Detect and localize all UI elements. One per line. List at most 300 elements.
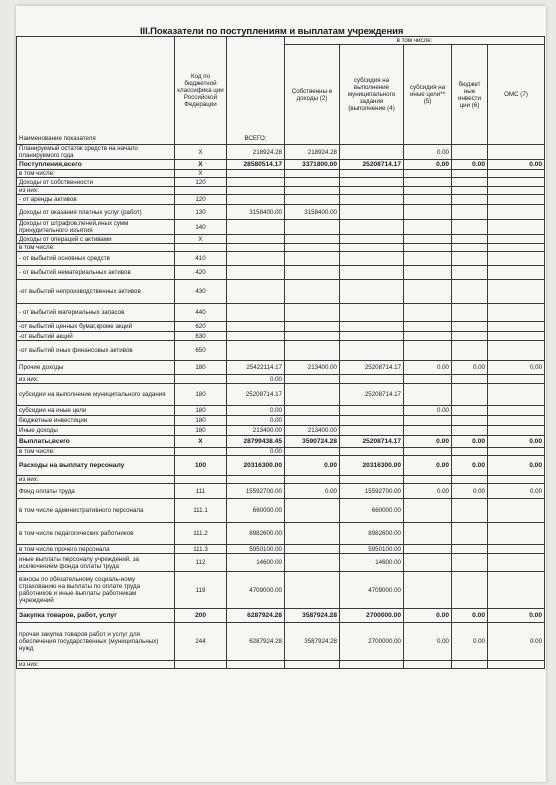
row-budget-invest	[452, 499, 488, 523]
row-subsidy-task	[340, 426, 404, 436]
row-budget-invest	[452, 205, 488, 220]
row-code	[175, 375, 227, 384]
row-budget-invest	[452, 384, 488, 406]
row-name: из них:	[17, 187, 175, 195]
table-row	[17, 361, 545, 375]
row-oms	[488, 170, 545, 178]
row-subsidy-task	[340, 244, 404, 252]
row-own	[285, 244, 340, 252]
row-subsidy-task	[340, 145, 404, 160]
row-own	[285, 220, 340, 235]
row-subsidy-task	[340, 416, 404, 426]
row-oms	[488, 384, 545, 406]
row-own	[285, 266, 340, 280]
table-row	[17, 609, 545, 623]
row-own	[285, 572, 340, 609]
row-code: 111	[175, 484, 227, 499]
row-total: 28799438.45	[227, 436, 285, 448]
row-budget-invest: 0.00	[452, 609, 488, 623]
row-name: Поступления,всего	[17, 160, 175, 170]
row-subsidy-task	[340, 476, 404, 484]
row-total: 213400.00	[227, 426, 285, 436]
row-total	[227, 280, 285, 304]
row-code: 180	[175, 361, 227, 375]
row-subsidy-task	[340, 341, 404, 361]
document-page	[16, 6, 546, 782]
payments-table	[16, 36, 545, 669]
table-row	[17, 205, 545, 220]
header-code: Код по бюджетной классифика ции Российской Федерации	[175, 37, 227, 145]
row-own: 0.00	[285, 484, 340, 499]
row-oms	[488, 416, 545, 426]
row-oms	[488, 252, 545, 266]
row-budget-invest	[452, 280, 488, 304]
row-oms: 0.00	[488, 456, 545, 476]
table-row	[17, 484, 545, 499]
row-code	[175, 244, 227, 252]
row-budget-invest	[452, 170, 488, 178]
row-name: Планируемый остаток средств на начало планируемого года	[17, 145, 175, 160]
row-subsidy-task	[340, 448, 404, 456]
row-oms	[488, 554, 545, 572]
row-subsidy-other	[404, 322, 452, 332]
row-oms: 0.00	[488, 160, 545, 170]
row-total	[227, 332, 285, 341]
row-own: 213400.00	[285, 361, 340, 375]
row-code: X	[175, 235, 227, 244]
row-subsidy-other: 0.00	[404, 145, 452, 160]
row-subsidy-task	[340, 661, 404, 669]
table-row	[17, 545, 545, 554]
row-oms	[488, 448, 545, 456]
row-code: 180	[175, 384, 227, 406]
row-subsidy-other	[404, 545, 452, 554]
row-own	[285, 332, 340, 341]
row-name: Выплаты,всего	[17, 436, 175, 448]
row-total	[227, 235, 285, 244]
row-budget-invest	[452, 244, 488, 252]
row-total: 25208714.17	[227, 384, 285, 406]
row-subsidy-task	[340, 322, 404, 332]
row-subsidy-task: 25208714.17	[340, 436, 404, 448]
table-row	[17, 456, 545, 476]
row-budget-invest	[452, 220, 488, 235]
row-code: 111.1	[175, 499, 227, 523]
row-subsidy-task	[340, 170, 404, 178]
row-oms	[488, 178, 545, 187]
row-oms	[488, 661, 545, 669]
row-budget-invest	[452, 235, 488, 244]
row-budget-invest	[452, 448, 488, 456]
row-budget-invest	[452, 195, 488, 205]
row-oms	[488, 145, 545, 160]
row-oms	[488, 332, 545, 341]
row-total: 5950100.00	[227, 545, 285, 554]
row-name: Доходы от штрафов,пеней,иных сумм принудительного изъятия	[17, 220, 175, 235]
row-subsidy-task: 14600.00	[340, 554, 404, 572]
row-name: взносы по обязательному социаль-ному страхованию на выплаты по оплате труда работников и иные выплаты работникам учреждений	[17, 572, 175, 609]
row-name: - от аренды активов	[17, 195, 175, 205]
row-total	[227, 178, 285, 187]
page-title: III.Показатели по поступлениям и выплатам учреждения	[140, 26, 404, 37]
row-total	[227, 341, 285, 361]
row-subsidy-other: 0.00	[404, 484, 452, 499]
row-budget-invest	[452, 572, 488, 609]
row-total: 14600.00	[227, 554, 285, 572]
row-total: 0.00	[227, 375, 285, 384]
row-own: 218924.28	[285, 145, 340, 160]
row-code: X	[175, 170, 227, 178]
header-including: в том числе:	[285, 37, 545, 45]
row-oms	[488, 304, 545, 322]
row-total	[227, 244, 285, 252]
row-budget-invest	[452, 178, 488, 187]
row-total	[227, 195, 285, 205]
row-code: 440	[175, 304, 227, 322]
row-oms	[488, 545, 545, 554]
row-code: X	[175, 436, 227, 448]
row-budget-invest	[452, 266, 488, 280]
row-name: -от выбытий непроизводственных активов	[17, 280, 175, 304]
row-total: 4709000.00	[227, 572, 285, 609]
row-budget-invest	[452, 252, 488, 266]
row-subsidy-task	[340, 195, 404, 205]
row-own	[285, 448, 340, 456]
table-row	[17, 554, 545, 572]
row-subsidy-other	[404, 416, 452, 426]
table-row	[17, 252, 545, 266]
row-subsidy-other: 0.00	[404, 456, 452, 476]
header-subsidy-task: субсидия на выполнение муниципального задания (выполнение (4)	[340, 45, 404, 145]
row-subsidy-other	[404, 304, 452, 322]
row-total	[227, 476, 285, 484]
row-name: -от выбытий ценных бумаг,кроме акций	[17, 322, 175, 332]
row-own: 0.00	[285, 456, 340, 476]
table-row	[17, 436, 545, 448]
row-code: 244	[175, 623, 227, 661]
row-subsidy-other: 0.00	[404, 361, 452, 375]
row-total: 6287924.28	[227, 623, 285, 661]
table-row	[17, 145, 545, 160]
table-row	[17, 499, 545, 523]
row-code: 120	[175, 195, 227, 205]
row-subsidy-other	[404, 205, 452, 220]
row-total: 0.00	[227, 406, 285, 416]
row-total	[227, 322, 285, 332]
row-name: Доходы от оказания платных услуг (работ)	[17, 205, 175, 220]
row-code: 112	[175, 554, 227, 572]
row-subsidy-other	[404, 426, 452, 436]
row-subsidy-other: 0.00	[404, 406, 452, 416]
row-name: -от выбытий иных финансовых активов	[17, 341, 175, 361]
row-own	[285, 661, 340, 669]
row-name: Фонд оплаты труда	[17, 484, 175, 499]
table-row	[17, 220, 545, 235]
row-oms: 0.00	[488, 361, 545, 375]
row-code: 111.2	[175, 523, 227, 545]
row-code: 410	[175, 252, 227, 266]
row-code: 180	[175, 406, 227, 416]
row-budget-invest: 0.00	[452, 436, 488, 448]
row-subsidy-task: 660000.00	[340, 499, 404, 523]
row-oms: 0.00	[488, 609, 545, 623]
row-budget-invest	[452, 416, 488, 426]
row-subsidy-other	[404, 448, 452, 456]
row-budget-invest: 0.00	[452, 361, 488, 375]
row-subsidy-other	[404, 266, 452, 280]
row-own: 3590724.28	[285, 436, 340, 448]
table-row	[17, 235, 545, 244]
row-code	[175, 476, 227, 484]
row-total: 0.00	[227, 448, 285, 456]
table-row	[17, 476, 545, 484]
row-total: 0.00	[227, 416, 285, 426]
row-budget-invest	[452, 554, 488, 572]
row-total	[227, 220, 285, 235]
row-code: 111.3	[175, 545, 227, 554]
row-subsidy-other	[404, 244, 452, 252]
row-budget-invest	[452, 322, 488, 332]
row-name: - от выбытий основных средств	[17, 252, 175, 266]
row-budget-invest	[452, 661, 488, 669]
row-budget-invest	[452, 187, 488, 195]
row-name: субсидии на иные цели	[17, 406, 175, 416]
row-subsidy-task	[340, 220, 404, 235]
row-budget-invest	[452, 406, 488, 416]
row-budget-invest	[452, 341, 488, 361]
row-subsidy-other	[404, 341, 452, 361]
table-row	[17, 416, 545, 426]
row-subsidy-task	[340, 280, 404, 304]
row-name: из них:	[17, 661, 175, 669]
row-subsidy-task: 2700000.00	[340, 609, 404, 623]
row-own	[285, 187, 340, 195]
row-oms: 0.00	[488, 436, 545, 448]
row-oms	[488, 341, 545, 361]
row-subsidy-task: 8982600.00	[340, 523, 404, 545]
row-total: 218924.28	[227, 145, 285, 160]
row-oms: 0.00	[488, 484, 545, 499]
row-subsidy-other	[404, 661, 452, 669]
row-subsidy-task: 5950100.00	[340, 545, 404, 554]
row-subsidy-other	[404, 170, 452, 178]
row-name: прочая закупка товаров работ и услуг для обеспечения государственных (муниципальных) нужд	[17, 623, 175, 661]
row-budget-invest	[452, 545, 488, 554]
row-subsidy-other	[404, 252, 452, 266]
row-own	[285, 235, 340, 244]
row-own	[285, 280, 340, 304]
row-own: 3371800.00	[285, 160, 340, 170]
row-subsidy-task	[340, 205, 404, 220]
row-name: субсидии на выполнение муниципального задания	[17, 384, 175, 406]
row-name: Доходы от операций с активами	[17, 235, 175, 244]
row-total: 3158400.00	[227, 205, 285, 220]
row-name: в том числе прочего персонала	[17, 545, 175, 554]
row-subsidy-other	[404, 523, 452, 545]
row-name: бюджетные инвестиции	[17, 416, 175, 426]
table-row	[17, 406, 545, 416]
row-budget-invest	[452, 476, 488, 484]
row-subsidy-task	[340, 406, 404, 416]
row-total	[227, 661, 285, 669]
row-total: 20316300.00	[227, 456, 285, 476]
row-budget-invest	[452, 332, 488, 341]
row-code: 130	[175, 205, 227, 220]
header-name: Наименование показателя	[17, 37, 175, 145]
row-code: X	[175, 145, 227, 160]
row-code: 200	[175, 609, 227, 623]
row-own: 3587924.28	[285, 623, 340, 661]
row-name: в том числе педагогических работников	[17, 523, 175, 545]
table-row	[17, 266, 545, 280]
row-name: из них:	[17, 375, 175, 384]
row-subsidy-other: 0.00	[404, 160, 452, 170]
row-subsidy-task	[340, 178, 404, 187]
row-total: 6287924.28	[227, 609, 285, 623]
table-row	[17, 426, 545, 436]
row-name: Расходы на выплату персоналу	[17, 456, 175, 476]
row-subsidy-task	[340, 304, 404, 322]
row-total: 8982600.00	[227, 523, 285, 545]
row-budget-invest	[452, 145, 488, 160]
row-name: в том числе административного персонала	[17, 499, 175, 523]
row-code: 420	[175, 266, 227, 280]
table-row	[17, 244, 545, 252]
row-budget-invest	[452, 523, 488, 545]
row-total	[227, 187, 285, 195]
row-oms	[488, 195, 545, 205]
row-subsidy-other	[404, 384, 452, 406]
row-own	[285, 304, 340, 322]
row-name: Закупка товаров, работ, услуг	[17, 609, 175, 623]
header-budget-invest: бюджет ные инвести ции (6)	[452, 45, 488, 145]
row-subsidy-other	[404, 476, 452, 484]
row-subsidy-other	[404, 220, 452, 235]
table-row	[17, 661, 545, 669]
table-row	[17, 448, 545, 456]
row-budget-invest	[452, 304, 488, 322]
table-row	[17, 160, 545, 170]
row-budget-invest	[452, 426, 488, 436]
row-code: 119	[175, 572, 227, 609]
row-oms: 0.00	[488, 623, 545, 661]
row-budget-invest: 0.00	[452, 623, 488, 661]
row-code	[175, 187, 227, 195]
row-total	[227, 266, 285, 280]
row-subsidy-task: 15592700.00	[340, 484, 404, 499]
table-row	[17, 322, 545, 332]
row-subsidy-other	[404, 235, 452, 244]
row-subsidy-task: 4709000.00	[340, 572, 404, 609]
row-subsidy-other	[404, 554, 452, 572]
table-row	[17, 304, 545, 322]
row-subsidy-other	[404, 572, 452, 609]
row-code	[175, 661, 227, 669]
row-total: 25422114.17	[227, 361, 285, 375]
row-subsidy-task	[340, 252, 404, 266]
table-row	[17, 280, 545, 304]
table-row	[17, 341, 545, 361]
row-subsidy-other: 0.00	[404, 623, 452, 661]
row-oms	[488, 406, 545, 416]
row-subsidy-other: 0.00	[404, 436, 452, 448]
row-code: 430	[175, 280, 227, 304]
row-name: в том числе:	[17, 448, 175, 456]
table-row	[17, 523, 545, 545]
row-name: - от выбытий материальных запасов	[17, 304, 175, 322]
row-own	[285, 523, 340, 545]
row-code	[175, 448, 227, 456]
table-row	[17, 187, 545, 195]
row-total: 660000.00	[227, 499, 285, 523]
row-total: 28580514.17	[227, 160, 285, 170]
row-oms	[488, 280, 545, 304]
row-subsidy-task	[340, 187, 404, 195]
row-subsidy-other	[404, 187, 452, 195]
row-name: -от выбытий акций	[17, 332, 175, 341]
row-subsidy-task: 25208714.17	[340, 361, 404, 375]
table-row	[17, 623, 545, 661]
row-subsidy-task	[340, 375, 404, 384]
row-own	[285, 252, 340, 266]
header-total: ВСЕГО:	[227, 37, 285, 145]
table-row	[17, 572, 545, 609]
row-subsidy-other: 0.00	[404, 609, 452, 623]
row-code: 120	[175, 178, 227, 187]
row-own	[285, 476, 340, 484]
row-budget-invest	[452, 375, 488, 384]
row-subsidy-task	[340, 235, 404, 244]
row-subsidy-other	[404, 375, 452, 384]
row-total: 15592700.00	[227, 484, 285, 499]
table-row	[17, 170, 545, 178]
row-oms	[488, 187, 545, 195]
row-oms	[488, 205, 545, 220]
row-oms	[488, 426, 545, 436]
row-own: 213400.00	[285, 426, 340, 436]
row-code: 180	[175, 416, 227, 426]
row-own	[285, 322, 340, 332]
row-own	[285, 341, 340, 361]
row-own	[285, 406, 340, 416]
row-name: Иные доходы	[17, 426, 175, 436]
row-own	[285, 499, 340, 523]
row-name: в том числе:	[17, 170, 175, 178]
row-budget-invest: 0.00	[452, 160, 488, 170]
row-oms	[488, 499, 545, 523]
row-oms	[488, 572, 545, 609]
row-own	[285, 375, 340, 384]
row-subsidy-other	[404, 178, 452, 187]
row-oms	[488, 322, 545, 332]
row-own	[285, 416, 340, 426]
row-own	[285, 384, 340, 406]
table-row	[17, 332, 545, 341]
row-own	[285, 545, 340, 554]
row-oms	[488, 476, 545, 484]
row-subsidy-task	[340, 266, 404, 280]
row-subsidy-task	[340, 332, 404, 341]
row-oms	[488, 244, 545, 252]
row-name: в том числе:	[17, 244, 175, 252]
row-total	[227, 170, 285, 178]
row-subsidy-task: 2700000.00	[340, 623, 404, 661]
row-own	[285, 195, 340, 205]
table-row	[17, 178, 545, 187]
row-own	[285, 178, 340, 187]
header-oms: ОМС (7)	[488, 45, 545, 145]
row-oms	[488, 266, 545, 280]
